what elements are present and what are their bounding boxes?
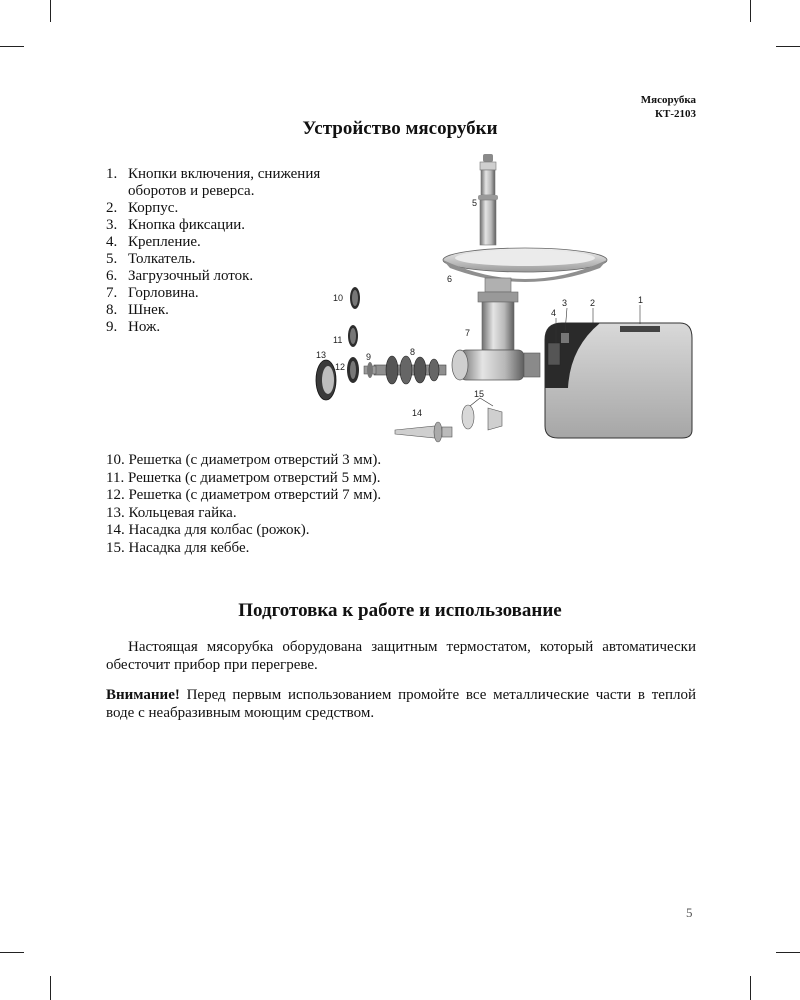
paragraph-thermostat: Настоящая мясорубка оборудована защитным термостатом, который автоматически обесточит прибор при перегреве. <box>106 639 696 673</box>
grid-disc-10 <box>350 287 360 309</box>
parts-list-bottom <box>106 452 381 557</box>
list-text: Горловина. <box>128 285 199 301</box>
list-item: 12. Решетка (с диаметром отверстий 7 мм). <box>106 487 382 503</box>
list-item: 15. Насадка для кеббе. <box>106 539 250 556</box>
sausage-horn-part <box>395 422 452 442</box>
list-number: 7. <box>106 285 118 301</box>
crop-mark <box>776 952 800 953</box>
label-1: 1 <box>638 295 644 305</box>
list-text: Крепление. <box>128 234 201 250</box>
list-number: 4. <box>106 234 118 250</box>
motor-body-part <box>545 323 692 438</box>
list-text: Корпус. <box>128 200 179 216</box>
list-text: Шнек. <box>128 302 169 318</box>
paragraph-warning <box>106 686 696 722</box>
label-3: 3 <box>562 298 568 308</box>
crop-mark <box>50 0 51 22</box>
warning-text: Перед первым использованием промойте все металлические части в теплой воде с неабразивным моющим средством. <box>106 687 696 721</box>
label-7: 7 <box>465 328 471 338</box>
list-item: 14. Насадка для колбас (рожок). <box>106 522 310 538</box>
meat-grinder-diagram <box>300 148 700 448</box>
list-text: Толкатель. <box>128 251 196 267</box>
section-title-preparation: Подготовка к работе и использование <box>238 600 562 621</box>
label-8: 8 <box>410 347 416 357</box>
knife-part <box>364 362 376 378</box>
page-number: 5 <box>686 905 693 920</box>
kebbe-attachment-part <box>462 398 502 430</box>
crop-mark <box>750 976 751 1000</box>
list-text: Нож. <box>128 319 161 335</box>
ring-nut-part <box>316 360 336 400</box>
list-number: 1. <box>106 166 118 182</box>
pusher-part <box>478 154 498 245</box>
label-4: 4 <box>551 308 557 318</box>
warning-label: Внимание! <box>106 687 180 703</box>
list-text: Загрузочный лоток. <box>128 268 254 284</box>
label-9: 9 <box>366 352 372 362</box>
list-number: 9. <box>106 319 118 335</box>
list-number: 2. <box>106 200 118 216</box>
running-header <box>641 93 696 121</box>
label-13: 13 <box>316 350 327 360</box>
label-11: 11 <box>333 335 343 345</box>
crop-mark <box>0 952 24 953</box>
list-text: Кнопка фиксации. <box>128 217 246 233</box>
label-15: 15 <box>474 389 485 399</box>
label-14: 14 <box>412 408 423 418</box>
grid-disc-11 <box>348 325 358 347</box>
label-12: 12 <box>335 362 346 372</box>
list-item: 11. Решетка (с диаметром отверстий 5 мм). <box>106 469 381 486</box>
list-text: Кнопки включения, снижения оборотов и реверса. <box>128 166 321 199</box>
list-item: 10. Решетка (с диаметром отверстий 3 мм). <box>106 452 382 468</box>
label-2: 2 <box>590 298 596 308</box>
label-6: 6 <box>447 274 453 284</box>
auger-part <box>374 356 446 384</box>
label-10: 10 <box>333 293 344 303</box>
list-number: 8. <box>106 302 118 318</box>
grid-disc-12 <box>347 357 359 383</box>
feed-tray-part <box>443 248 607 282</box>
label-5: 5 <box>472 198 478 208</box>
list-number: 3. <box>106 217 118 233</box>
crop-mark <box>750 0 751 22</box>
header-model: КТ-2103 <box>655 108 696 120</box>
list-number: 6. <box>106 268 118 284</box>
section-title-device: Устройство мясорубки <box>302 118 498 139</box>
list-item: 13. Кольцевая гайка. <box>106 504 237 521</box>
crop-mark <box>776 46 800 47</box>
list-number: 5. <box>106 251 118 267</box>
crop-mark <box>0 46 24 47</box>
crop-mark <box>50 976 51 1000</box>
header-product: Мясорубка <box>640 94 696 106</box>
